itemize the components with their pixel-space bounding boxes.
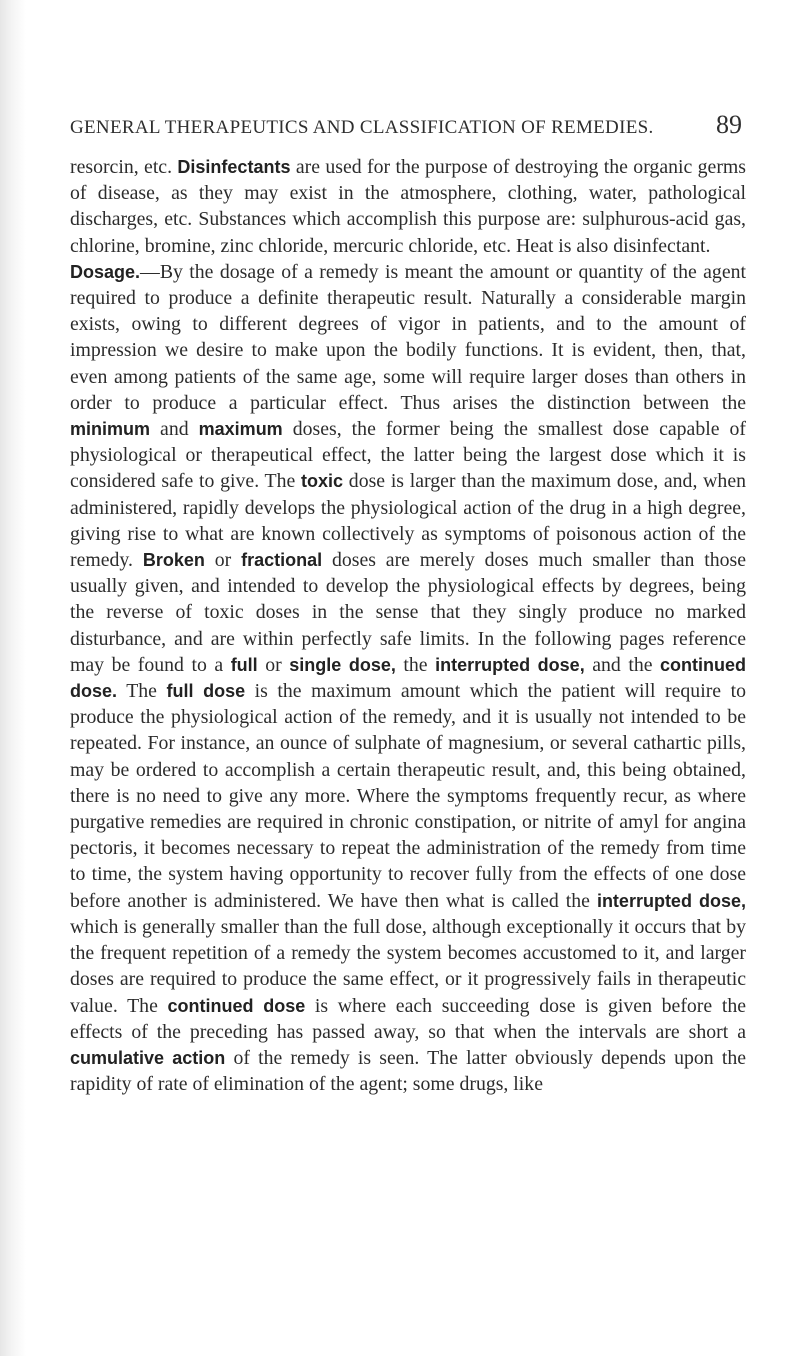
text-run: or	[257, 653, 290, 676]
keyword-full: full	[230, 654, 258, 675]
text-run: or	[204, 549, 242, 572]
keyword-single-dose: single dose,	[289, 654, 396, 675]
text-run: which is generally smaller than the full dose, although exceptionally it occurs that by the frequent repetition of a remedy the system becomes accustomed to it, and larger doses are required to produce the same effect, or it progressively fails in therapeutic value. The	[70, 915, 746, 1017]
running-head: GENERAL THERAPEUTICS AND CLASSIFICATION OF REMEDIES.	[70, 117, 654, 138]
keyword-toxic: toxic	[301, 471, 344, 492]
keyword-maximum: maximum	[198, 419, 283, 440]
body-text	[70, 154, 746, 1097]
page-header	[70, 110, 742, 140]
page-number: 89	[716, 110, 742, 139]
text-run: doses are merely doses much smaller than those usually given, and intended to develop the physiological effects by degrees, being the reverse of toxic doses in the sense that they singly produce no marked disturbance, and are within perfectly safe limits. In the following pages reference may be found to a	[70, 549, 747, 676]
keyword-full-dose: full dose	[166, 681, 246, 702]
paragraph-disinfectants	[70, 154, 746, 259]
text-run: The	[117, 680, 167, 703]
keyword-disinfectants: Disinfectants	[177, 157, 291, 177]
keyword-broken: Broken	[142, 550, 205, 571]
text-run: and	[150, 418, 199, 441]
text-run: is the maximum amount which the patient will require to produce the physiological action of the remedy, and it is usually not intended to be repeated. For instance, an ounce of sulphate of magnesium, or several cathartic pills, may be ordered to accomplish a certain therapeutic result, and, this being obtained, there is no need to give any more. Where the symptoms frequently recur, as where purgative remedies are required in chronic constipation, or nitrite of amyl for angina pectoris, it becomes necessary to repeat the administration of the remedy from time to time, the system having opportunity to recover fully from the effects of one dose before another is administered. We have then what is called the	[70, 680, 746, 912]
text-run: of the remedy is seen. The latter obviously depends upon the rapidity of rate of elimination of the agent; some drugs, like	[70, 1046, 747, 1096]
keyword-continued-dose: continued dose.	[70, 654, 747, 702]
text-run: —By the dosage of a remedy is meant the amount or quantity of the agent required to produce a definite therapeutic result. Naturally a considerable margin exists, owing to different degrees of vigor in patients, and to the amount of impression we desire to make upon the bodily functions. It is evident, then, that, even among patients of the same age, some will require larger doses than others in order to produce a particular effect. Thus arises the distinction between the	[70, 260, 746, 414]
text-run: dose is larger than the maximum dose, and, when administered, rapidly develops the physiological action of the drug in a high degree, giving rise to what are known collectively as symptoms of poisonous action of the remedy.	[70, 470, 746, 572]
text-run: are used for the purpose of destroying the organic germs of disease, as they may exist in the atmosphere, clothing, water, pathological discharges, etc. Substances which accomplish this purpose are: sulphurous-acid gas, chlorine, bromine, zinc chloride, mercuric chloride, etc. Heat is also disinfectant.	[70, 156, 746, 257]
paragraph-dosage	[70, 259, 746, 1098]
keyword-dosage: Dosage.	[70, 261, 141, 282]
keyword-minimum: minimum	[70, 419, 151, 440]
keyword-cumulative-action: cumulative action	[70, 1047, 226, 1068]
keyword-continued-dose-2: continued dose	[167, 995, 306, 1016]
text-run: resorcin, etc.	[70, 156, 178, 178]
text-run: and the	[584, 653, 661, 676]
keyword-interrupted-dose-2: interrupted dose,	[596, 890, 746, 911]
text-run: the	[395, 653, 436, 676]
text-run: is where each succeeding dose is given before the effects of the preceding has passed away, so that when the intervals are short a	[70, 994, 746, 1043]
text-run: doses, the former being the smallest dose capable of physiological or therapeutical effect, the latter being the largest dose which it is considered safe to give. The	[70, 418, 746, 493]
keyword-fractional: fractional	[241, 550, 323, 571]
keyword-interrupted-dose: interrupted dose,	[435, 654, 585, 675]
